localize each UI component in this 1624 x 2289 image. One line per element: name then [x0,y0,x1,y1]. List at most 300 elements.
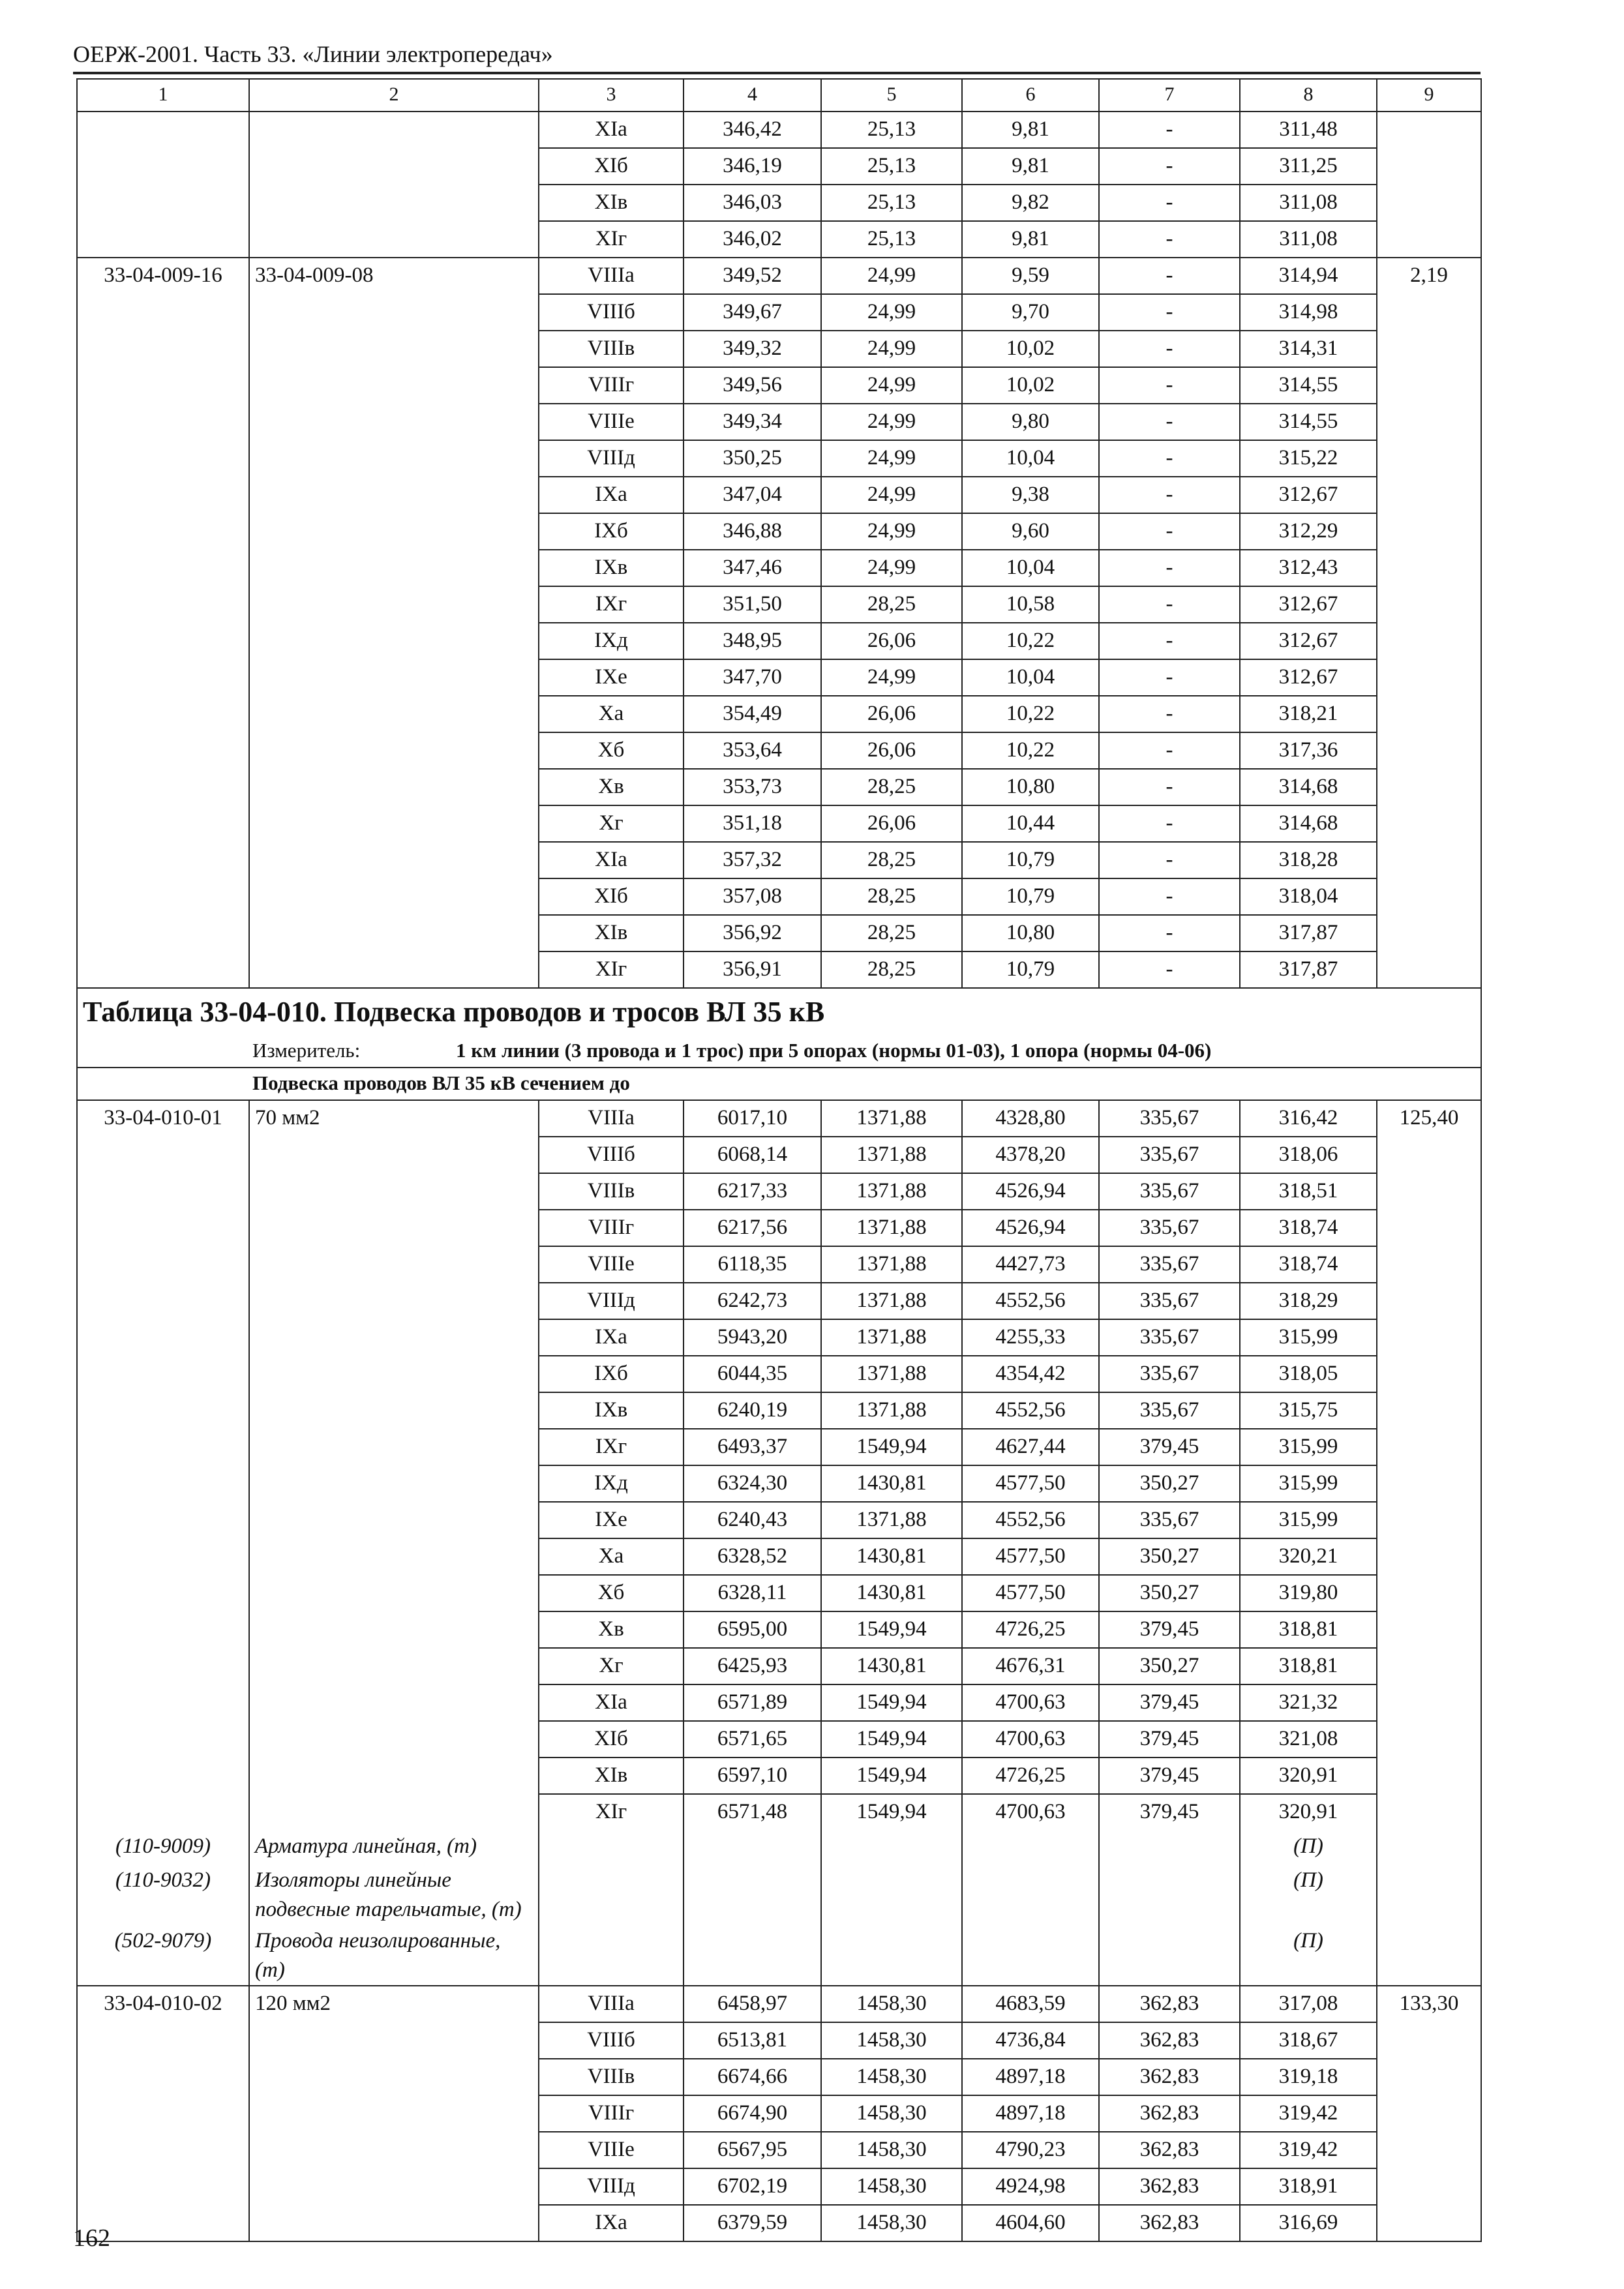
value-cell: 319,18 [1240,2059,1377,2095]
table-cell [1377,1864,1481,1924]
table-cell [77,659,249,696]
value-cell: 28,25 [821,842,962,878]
table-cell [1377,367,1481,404]
table-row [77,1611,1481,1648]
table-cell [684,1864,821,1924]
value-cell: 362,83 [1099,1986,1240,2022]
value-cell: 4526,94 [962,1173,1099,1210]
table-cell [77,477,249,513]
table-row [77,2059,1481,2095]
value-cell: 350,27 [1099,1575,1240,1611]
zone-cell: VIIIе [539,404,684,440]
table-cell [77,2022,249,2059]
value-cell: 346,02 [684,221,821,258]
zone-cell: VIIIв [539,1173,684,1210]
value-cell: 4577,50 [962,1465,1099,1502]
value-cell: 9,81 [962,148,1099,185]
column-number: 1 [77,79,249,112]
table-cell [1377,1575,1481,1611]
value-cell: 24,99 [821,440,962,477]
value-cell: - [1099,513,1240,550]
table-row [77,732,1481,769]
zone-cell: IXа [539,2205,684,2241]
value-cell: 379,45 [1099,1721,1240,1758]
value-cell: 315,22 [1240,440,1377,477]
value-cell: 319,80 [1240,1575,1377,1611]
table-cell [249,331,539,367]
table-cell [1377,805,1481,842]
norm-name: 120 мм2 [249,1986,539,2022]
table-cell [249,696,539,732]
value-cell: 6328,52 [684,1538,821,1575]
table-cell [249,2059,539,2095]
value-cell: 26,06 [821,696,962,732]
table-row [77,1648,1481,1684]
value-cell: 25,13 [821,221,962,258]
value-cell: 346,42 [684,112,821,148]
table-cell [1377,440,1481,477]
resource-name: Провода неизолированные, (т) [249,1924,539,1986]
table-cell [249,2205,539,2241]
table-cell [1377,2205,1481,2241]
value-cell: 10,22 [962,732,1099,769]
value-cell: 4924,98 [962,2168,1099,2205]
value-cell: 314,68 [1240,805,1377,842]
value-cell: 4676,31 [962,1648,1099,1684]
value-cell: 312,43 [1240,550,1377,586]
norm-name: 70 мм2 [249,1100,539,1137]
zone-cell: XIг [539,1794,684,1830]
value-cell: 10,04 [962,440,1099,477]
table-cell [249,367,539,404]
value-cell: 335,67 [1099,1210,1240,1246]
zone-cell: IXа [539,477,684,513]
value-cell: - [1099,732,1240,769]
table-cell [1377,1246,1481,1283]
table-cell [249,1538,539,1575]
value-cell: 335,67 [1099,1137,1240,1173]
table-cell [1377,550,1481,586]
table-cell [962,1924,1099,1986]
zone-cell: Xа [539,1538,684,1575]
table-cell [1377,1502,1481,1538]
value-cell: 10,44 [962,805,1099,842]
table-row [77,2132,1481,2168]
value-cell: 362,83 [1099,2022,1240,2059]
value-cell: 10,58 [962,586,1099,623]
norm-name [249,112,539,148]
value-cell: 356,91 [684,951,821,988]
value-cell: 25,13 [821,148,962,185]
value-cell: 311,48 [1240,112,1377,148]
value-cell: 350,27 [1099,1538,1240,1575]
value-cell: 354,49 [684,696,821,732]
value-cell: 4897,18 [962,2059,1099,2095]
value-cell: 346,19 [684,148,821,185]
table-row [77,2022,1481,2059]
value-cell: 1549,94 [821,1721,962,1758]
table-cell [1377,1210,1481,1246]
value-cell: 4726,25 [962,1758,1099,1794]
table-cell [1099,1924,1240,1986]
value-cell: 4526,94 [962,1210,1099,1246]
table-title-row [77,988,1481,1036]
column-number: 9 [1377,79,1481,112]
table-row [77,513,1481,550]
value-cell: 348,95 [684,623,821,659]
value-cell: 315,75 [1240,1392,1377,1429]
value-cell: 318,21 [1240,696,1377,732]
table-cell [249,440,539,477]
value-cell: 6674,90 [684,2095,821,2132]
zone-cell: XIа [539,112,684,148]
zone-cell: VIIIе [539,2132,684,2168]
table-cell [249,2022,539,2059]
table-cell [249,1684,539,1721]
value-cell: - [1099,623,1240,659]
value-cell: 6702,19 [684,2168,821,2205]
value-cell: - [1099,659,1240,696]
table-cell [1377,1648,1481,1684]
value-cell: 6017,10 [684,1100,821,1137]
value-cell: 362,83 [1099,2205,1240,2241]
resource-code: (502-9079) [77,1924,249,1986]
value-cell: 10,04 [962,550,1099,586]
value-cell: 10,79 [962,878,1099,915]
table-cell [249,1611,539,1648]
value-cell: 318,81 [1240,1648,1377,1684]
value-cell: - [1099,148,1240,185]
value-cell: 312,67 [1240,659,1377,696]
resource-mark: (П) [1240,1864,1377,1924]
table-cell [1377,404,1481,440]
mass-cell: 2,19 [1377,258,1481,294]
value-cell: 351,50 [684,586,821,623]
value-cell: 6571,65 [684,1721,821,1758]
table-cell [249,842,539,878]
table-cell [1377,732,1481,769]
value-cell: - [1099,331,1240,367]
value-cell: 1458,30 [821,1986,962,2022]
value-cell: 10,79 [962,951,1099,988]
value-cell: 6217,33 [684,1173,821,1210]
table-cell [249,2132,539,2168]
resource-row [77,1864,1481,1924]
table-row [77,2205,1481,2241]
value-cell: 25,13 [821,112,962,148]
column-number-row [77,79,1481,112]
value-cell: - [1099,477,1240,513]
table-row [77,258,1481,294]
table-cell [1377,477,1481,513]
value-cell: 4427,73 [962,1246,1099,1283]
value-cell: 318,91 [1240,2168,1377,2205]
zone-cell: Xа [539,696,684,732]
rates-table-body [77,79,1481,2241]
table-cell [1377,2095,1481,2132]
header-rule [73,72,1481,74]
zone-cell: IXв [539,550,684,586]
value-cell: 10,04 [962,659,1099,696]
table-cell [77,1173,249,1210]
table-cell [1377,1758,1481,1794]
zone-cell: VIIIе [539,1246,684,1283]
value-cell: 1549,94 [821,1684,962,1721]
value-cell: 5943,20 [684,1319,821,1356]
table-cell [821,1830,962,1864]
table-cell [1377,1611,1481,1648]
value-cell: 317,87 [1240,915,1377,951]
value-cell: 6379,59 [684,2205,821,2241]
value-cell: 335,67 [1099,1283,1240,1319]
table-row [77,805,1481,842]
table-row [77,440,1481,477]
value-cell: 6571,89 [684,1684,821,1721]
table-cell [249,513,539,550]
table-cell [1377,659,1481,696]
value-cell: 357,32 [684,842,821,878]
table-row [77,294,1481,331]
table-row [77,112,1481,148]
value-cell: 1458,30 [821,2132,962,2168]
table-cell [249,1758,539,1794]
table-cell [1377,2022,1481,2059]
table-row [77,2168,1481,2205]
zone-cell: XIа [539,1684,684,1721]
value-cell: 315,99 [1240,1319,1377,1356]
value-cell: 349,56 [684,367,821,404]
table-row [77,1575,1481,1611]
value-cell: - [1099,805,1240,842]
value-cell: 4328,80 [962,1100,1099,1137]
table-row [77,1356,1481,1392]
value-cell: 4577,50 [962,1575,1099,1611]
zone-cell: VIIIб [539,294,684,331]
value-cell: 24,99 [821,331,962,367]
table-cell [249,477,539,513]
value-cell: 379,45 [1099,1684,1240,1721]
table-cell [77,2132,249,2168]
value-cell: 312,29 [1240,513,1377,550]
table-cell [1377,951,1481,988]
table-row [77,769,1481,805]
value-cell: 6513,81 [684,2022,821,2059]
value-cell: 25,13 [821,185,962,221]
value-cell: 312,67 [1240,586,1377,623]
value-cell: 26,06 [821,805,962,842]
value-cell: 9,59 [962,258,1099,294]
resource-name: Изоляторы линейные подвесные тарельчатые, (т) [249,1864,539,1924]
value-cell: 318,05 [1240,1356,1377,1392]
value-cell: 1371,88 [821,1173,962,1210]
value-cell: - [1099,112,1240,148]
value-cell: 6425,93 [684,1648,821,1684]
resource-code: (110-9032) [77,1864,249,1924]
value-cell: 6458,97 [684,1986,821,2022]
value-cell: 1458,30 [821,2022,962,2059]
value-cell: 4577,50 [962,1538,1099,1575]
zone-cell: VIIIг [539,1210,684,1246]
table-row [77,878,1481,915]
value-cell: 320,91 [1240,1794,1377,1830]
value-cell: 316,42 [1240,1100,1377,1137]
zone-cell: IXа [539,1319,684,1356]
mass-cell: 125,40 [1377,1100,1481,1137]
zone-cell: VIIIд [539,440,684,477]
value-cell: 318,74 [1240,1210,1377,1246]
table-cell [684,1924,821,1986]
value-cell: 379,45 [1099,1611,1240,1648]
table-cell [249,404,539,440]
resource-row [77,1830,1481,1864]
value-cell: 6068,14 [684,1137,821,1173]
table-row [77,1283,1481,1319]
norm-code: 33-04-010-01 [77,1100,249,1137]
table-cell [249,732,539,769]
table-cell [1377,1356,1481,1392]
table-cell [77,1794,249,1830]
table-cell [249,1356,539,1392]
table-cell [249,1721,539,1758]
value-cell: - [1099,221,1240,258]
value-cell: - [1099,440,1240,477]
value-cell: 335,67 [1099,1319,1240,1356]
value-cell: 317,36 [1240,732,1377,769]
value-cell: 362,83 [1099,2059,1240,2095]
table-cell [77,951,249,988]
table-cell [1377,331,1481,367]
value-cell: 379,45 [1099,1429,1240,1465]
table-cell [1377,696,1481,732]
value-cell: - [1099,367,1240,404]
zone-cell: VIIIа [539,1986,684,2022]
zone-cell: VIIIб [539,1137,684,1173]
table-cell [249,148,539,185]
zone-cell: IXг [539,586,684,623]
value-cell: 350,27 [1099,1648,1240,1684]
zone-cell: XIб [539,148,684,185]
value-cell: 10,79 [962,842,1099,878]
table-cell [77,1392,249,1429]
table-row [77,951,1481,988]
value-cell: 1430,81 [821,1648,962,1684]
table-cell [1377,1392,1481,1429]
value-cell: 335,67 [1099,1392,1240,1429]
value-cell: 4700,63 [962,1794,1099,1830]
table-row [77,1986,1481,2022]
zone-cell: XIв [539,1758,684,1794]
value-cell: 6571,48 [684,1794,821,1830]
table-cell [1377,1830,1481,1864]
value-cell: 9,82 [962,185,1099,221]
value-cell: 318,29 [1240,1283,1377,1319]
table-cell [249,1246,539,1283]
zone-cell: IXб [539,1356,684,1392]
table-cell [77,1721,249,1758]
table-row [77,1721,1481,1758]
value-cell: 4897,18 [962,2095,1099,2132]
value-cell: 1371,88 [821,1319,962,1356]
value-cell: 351,18 [684,805,821,842]
table-cell [249,1392,539,1429]
value-cell: 319,42 [1240,2095,1377,2132]
table-cell [77,805,249,842]
table-cell [539,1924,684,1986]
zone-cell: IXе [539,659,684,696]
table-cell [77,623,249,659]
value-cell: 4736,84 [962,2022,1099,2059]
value-cell: 321,32 [1240,1684,1377,1721]
value-cell: 362,83 [1099,2168,1240,2205]
value-cell: 311,08 [1240,185,1377,221]
table-row [77,148,1481,185]
table-cell [1377,1283,1481,1319]
table-cell [1377,1429,1481,1465]
table-cell [77,1648,249,1684]
value-cell: - [1099,550,1240,586]
table-cell [77,1210,249,1246]
value-cell: 349,52 [684,258,821,294]
table-cell [249,623,539,659]
value-cell: 4378,20 [962,1137,1099,1173]
table-cell [539,1830,684,1864]
table-cell [1377,2059,1481,2095]
value-cell: 347,70 [684,659,821,696]
table-cell [249,915,539,951]
table-cell [77,148,249,185]
measure-cell [77,1036,1481,1068]
value-cell: 379,45 [1099,1794,1240,1830]
value-cell: 28,25 [821,951,962,988]
value-cell: 4354,42 [962,1356,1099,1392]
table-row [77,1429,1481,1465]
value-cell: 6217,56 [684,1210,821,1246]
value-cell: 314,94 [1240,258,1377,294]
table-cell [77,2095,249,2132]
value-cell: 6242,73 [684,1283,821,1319]
table-cell [1377,1319,1481,1356]
zone-cell: Xб [539,732,684,769]
value-cell: 6118,35 [684,1246,821,1283]
value-cell: 356,92 [684,915,821,951]
value-cell: 6240,19 [684,1392,821,1429]
value-cell: 26,06 [821,623,962,659]
table-cell [77,185,249,221]
value-cell: 1371,88 [821,1392,962,1429]
value-cell: - [1099,915,1240,951]
table-row [77,2095,1481,2132]
section-heading: Подвеска проводов ВЛ 35 кВ сечением до [77,1068,1481,1100]
table-cell [249,1648,539,1684]
value-cell: - [1099,258,1240,294]
table-cell [77,1758,249,1794]
value-cell: 28,25 [821,586,962,623]
value-cell: 9,81 [962,221,1099,258]
zone-cell: XIв [539,185,684,221]
zone-cell: VIIIб [539,2022,684,2059]
table-row [77,185,1481,221]
value-cell: 1549,94 [821,1429,962,1465]
table-row [77,1538,1481,1575]
table-cell [962,1830,1099,1864]
column-number: 3 [539,79,684,112]
table-cell [1377,221,1481,258]
value-cell: 4255,33 [962,1319,1099,1356]
value-cell: 4552,56 [962,1502,1099,1538]
value-cell: 1371,88 [821,1100,962,1137]
value-cell: 335,67 [1099,1356,1240,1392]
table-row [77,586,1481,623]
